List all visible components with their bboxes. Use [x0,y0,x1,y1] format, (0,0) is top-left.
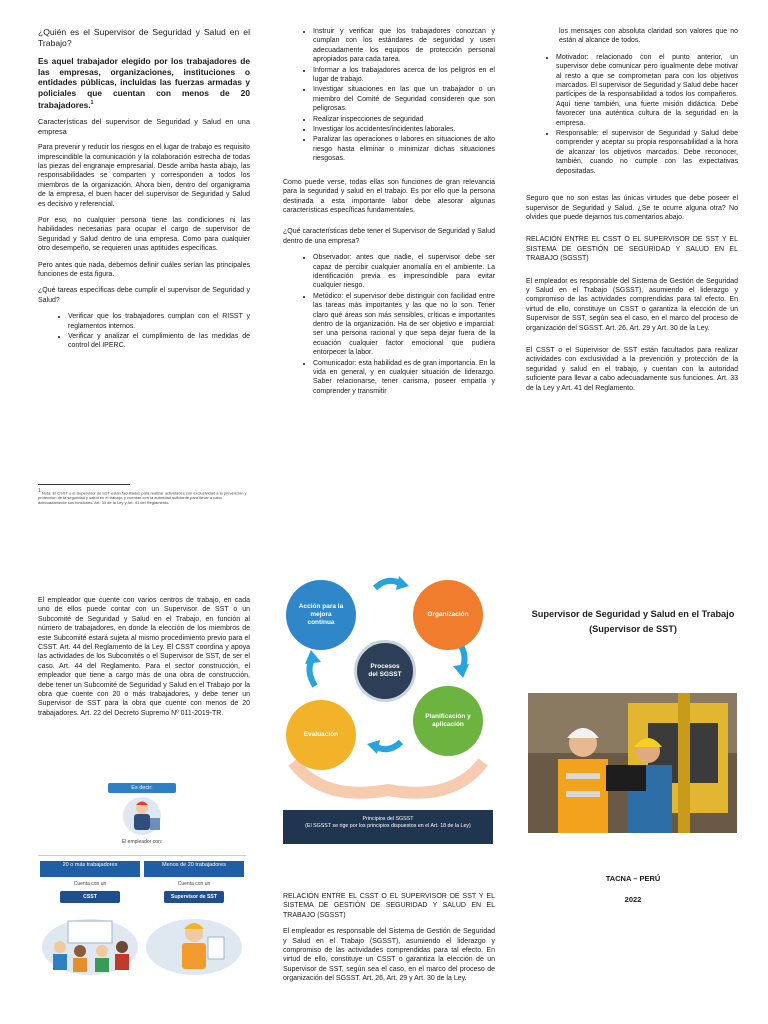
list-item: • Responsable: el supervisor de Seguridad y Salud debe comprender y aceptar su propia responsabilidad a la hora de alcanzar los objetivos marcados. Debe reconocer, también, cuando no cumple con las expectativas depositadas. [556,129,738,176]
list-item: • Verificar y analizar el cumplimiento de las medidas de control del IPERC. [68,332,250,351]
left-count-label: Cuenta con un [73,881,107,887]
sst-organization-graphic [38,783,246,978]
panel3-heading: RELACIÓN ENTRE EL CSST O EL SUPERVISOR DE SST Y EL SISTEMA DE GESTIÓN DE SEGURIDAD Y SALUD EN EL TRABAJO (SGSST) [526,236,738,263]
es-decir-banner: Es decir: [108,783,176,793]
principios-title: Principios del SGSST [362,816,414,822]
panel1-para3: Pero antes que nada, debemos definir cuáles serían las principales funciones de esta figura. [38,261,250,278]
panel-4 [38,596,250,725]
panel1-bullets [38,312,250,351]
panel-5-text [283,892,495,991]
committee-icon [40,907,140,977]
list-item: • Realizar inspecciones de seguridad [313,115,495,124]
principios-subtitle: (El SGSST se rige por los principios dispuestos en el Art. 18 de la Ley) [305,823,471,829]
list-item: • Instruir y verificar que los trabajadores conozcan y cumplan con los estándares de seguridad y usen adecuadamente los equipos de protección personal apropiados para cada tarea. [313,27,495,65]
right-count-label: Cuenta con un [177,881,211,887]
cover-year: 2022 [624,895,642,904]
panel-3 [526,27,738,400]
footnote-rule [38,484,130,485]
twenty-or-more-banner: 20 o más trabajadores [40,861,140,877]
list-item: • Investigar los accidentes/incidentes laborales. [313,125,495,134]
list-item: • Motivador: relacionado con el punto anterior, un supervisor debe comunicar pero igualmente debe motivar al resto a que se comprometan para con los objetivos marcados. El supervisor de Seguridad y Salud debe hacer partícipes de la responsabilidad a todos los compañeros. Aquí tiene también, una fuerte misión didáctica. Debe favorecer una auténtica cultura de la seguridad en la empresa. [556,53,738,128]
supervisor-illustration [144,907,244,977]
panel5-heading: RELACIÓN ENTRE EL CSST O EL SUPERVISOR DE SST Y EL SISTEMA DE GESTIÓN DE SEGURIDAD Y SALUD EN EL TRABAJO (SGSST) [283,893,495,919]
panel5-para: El empleador es responsable del Sistema de Gestión de Seguridad y Salud en el Trabajo (SGSST), asumiendo el liderazgo y compromiso de las actividades comprendidas para tal efecto. En virtud de ello, constituye un CSST o garantiza la elección de un Supervisor de SST, según sea el caso, en el marco del proceso de organización del SGSST. Art. 26, Art. 29 y Art. 30 de la Ley. [283,928,495,983]
diagram-node-evaluacion: Evaluación [286,700,356,770]
list-item: • Paralizar las operaciones o labores en situaciones de alto riesgo hasta eliminar o minimizar dichas situaciones riesgosas. [313,135,495,163]
committee-illustration [40,907,140,977]
supervisor-icon [144,907,244,977]
diagram-node-mejora: Acción para la mejora continua [286,580,356,650]
list-item: • Metódico: el supervisor debe distinguir con facilidad entre las tareas más importantes y las que no lo son. Tener claro qué áreas son más sensibles, críticas e importantes dentro de la organización. Ha de ser objetivo e imparcial: ser una persona racional y que sepa dejar fuera de la ecuación cualquier factor emocional que pudiera entorpecer la labor. [313,292,495,358]
list-item: • Informar a los trabajadores acerca de los peligros en el lugar de trabajo. [313,66,495,85]
less-than-twenty-banner: Menos de 20 trabajadores [144,861,244,877]
footnote-ref: 1 [90,100,94,106]
cover-place: TACNA – PERÚ [605,874,661,883]
panel2-para1: Como puede verse, todas ellas son funciones de gran relevancia para la seguridad y salud en el trabajo. Es por ello que la persona destinada a esta importante labor debe atesorar algunas características específicas fundamentales. [283,178,495,214]
diagram-node-center: Procesos del SGSST [354,640,416,702]
csst-pill: CSST [60,891,120,903]
panel2-traits [283,253,495,396]
panel-1 [38,27,250,358]
employer-icon [110,796,174,836]
workers-image [528,693,737,833]
employer-label: El empleador con: [121,839,163,845]
panel1-lead: Es aquel trabajador elegido por los trabajadores de las empresas, organizaciones, instituciones o entidades públicas, incluidas las fuerzas armadas y policiales que cuentan con menos de 20 trabajadores.$^1$ [38,56,250,110]
divider-line [38,855,246,856]
panel1-question: ¿Qué tareas específicas debe cumplir el supervisor de Seguridad y Salud? [38,287,250,304]
list-item: • Observador: antes que nadie, el supervisor debe ser capaz de percibir cualquier anomalía en el ambiente. La identificación previa es imprescindible para evitar cualquier riesgo. [313,253,495,291]
panel3-para1: El empleador es responsable del Sistema de Gestión de Seguridad y Salud en el Trabajo (SGSST), asumiendo el liderazgo y compromiso de las actividades comprendidas para tal efecto. En virtud de ello, constituye un CSST o garantiza la elección de un Supervisor de SST, según sea el caso, en el marco del proceso de organización del SGSST. Art. 26, Art. 29 y Art. 30 de la Ley. [526,277,738,332]
employer-illustration [110,796,174,836]
list-item: • Investigar situaciones en las que un trabajador o un miembro del Comité de Seguridad consideren que son peligrosas. [313,85,495,113]
panel1-para1: Para prevenir y reducir los riesgos en el lugar de trabajo es requisito imprescindible la comunicación y la colaboración estrecha de todas las piezas del engranaje empresarial. Desde arriba hasta abajo, las responsabilidades se comparten y corresponden a todos los miembros de la organización. Ahora bien, dentro del organigrama de la empresa, el buen hacer del supervisor de Seguridad y Salud es decisivo y referencial. [38,144,250,208]
panel3-continuation: los mensajes con absoluta claridad son valores que no están al alcance de todos. [559,28,738,45]
sgsst-process-diagram [283,566,493,844]
diagram-node-planificacion: Planificación y aplicación [413,686,483,756]
list-item: • Verificar que los trabajadores cumplan con el RISST y reglamentos internos. [68,312,250,331]
list-item: • Comunicador: esta habilidad es de gran importancia. En la vida en general, y en cualquier situación de liderazgo. Saber relacionarse, tener carisma, poseer empatía y comprender y transmitir [313,359,495,397]
panel2-bullets [283,27,495,164]
panel3-traits [526,53,738,176]
footnote: $^1$ Nota: El CSST o el Supervisor de SST están facultados para realizar actividades con exclusividad a la prevención y protección de la seguridad y salud en el trabajo, y cuentan con la autoridad suficiente para llevar a cabo adecuadamente sus funciones. Art. 33 de la Ley y Art. 41 del Reglamento. [38,488,247,506]
panel1-para2: Por eso, no cualquier persona tiene las condiciones ni las habilidades necesarias para ocupar el cargo de supervisor de Seguridad y Salud dentro de una empresa. Como para cualquier otro desempeño, se requieren unas aptitudes específicas. [38,216,250,253]
principios-box [283,810,493,844]
cover-title: Supervisor de Seguridad y Salud en el Trabajo (Supervisor de SST) [531,609,735,634]
panel3-closing: Seguro que no son estas las únicas virtudes que debe poseer el supervisor de Seguridad y Salud. ¿Se te ocurre alguna otra? No olvides que puede dejarnos tus comentarios abajo. [526,195,738,221]
panel4-para: El empleador que cuente con varios centros de trabajo, en cada uno de ellos puede contar con un Supervisor de SST o un Subcomité de Seguridad y Salud en el Trabajo, en función al número de trabajadores, en donde la elección de los miembros de este Subcomité estará sujeta al mismo procedimiento previo para el CSST. Art. 44 del Reglamento de la Ley. El CSST coordina y apoya las actividades de los Subcomités o el Supervisor de SST, de ser el caso. Art. 44 del Reglamento. Para el sector construcción, el empleador que tiene a cargo más de una obra de construcción, debe tener un Subcomité de Seguridad y Salud en el Trabajo por la obra que cuente con 20 o más trabajadores, y debe tener un Supervisor de SST para la obra que cuente con menos de 20 trabajadores. Art. 22 del Decreto Supremo Nº 011-2019-TR. [38,597,250,717]
panel-2 [283,27,495,403]
workers-photo [528,693,737,833]
panel2-question: ¿Qué características debe tener el Supervisor de Seguridad y Salud dentro de una empresa? [283,228,495,245]
panel1-heading: ¿Quién es el Supervisor de Seguridad y Salud en el Trabajo? [38,27,250,48]
supervisor-sst-pill: Supervisor de SST [164,891,224,903]
panel3-para2: El CSST o el Supervisor de SST están facultados para realizar actividades con exclusividad a la prevención y protección de la seguridad y salud en el trabajo, y cuentan con la autoridad suficiente para llevar a cabo adecuadamente sus funciones. Art. 33 de la Ley y Art. 41 del Reglamento. [526,346,738,392]
panel1-subheading: Características del supervisor de Seguridad y Salud en una empresa [38,117,250,136]
diagram-node-organizacion: Organización [413,580,483,650]
